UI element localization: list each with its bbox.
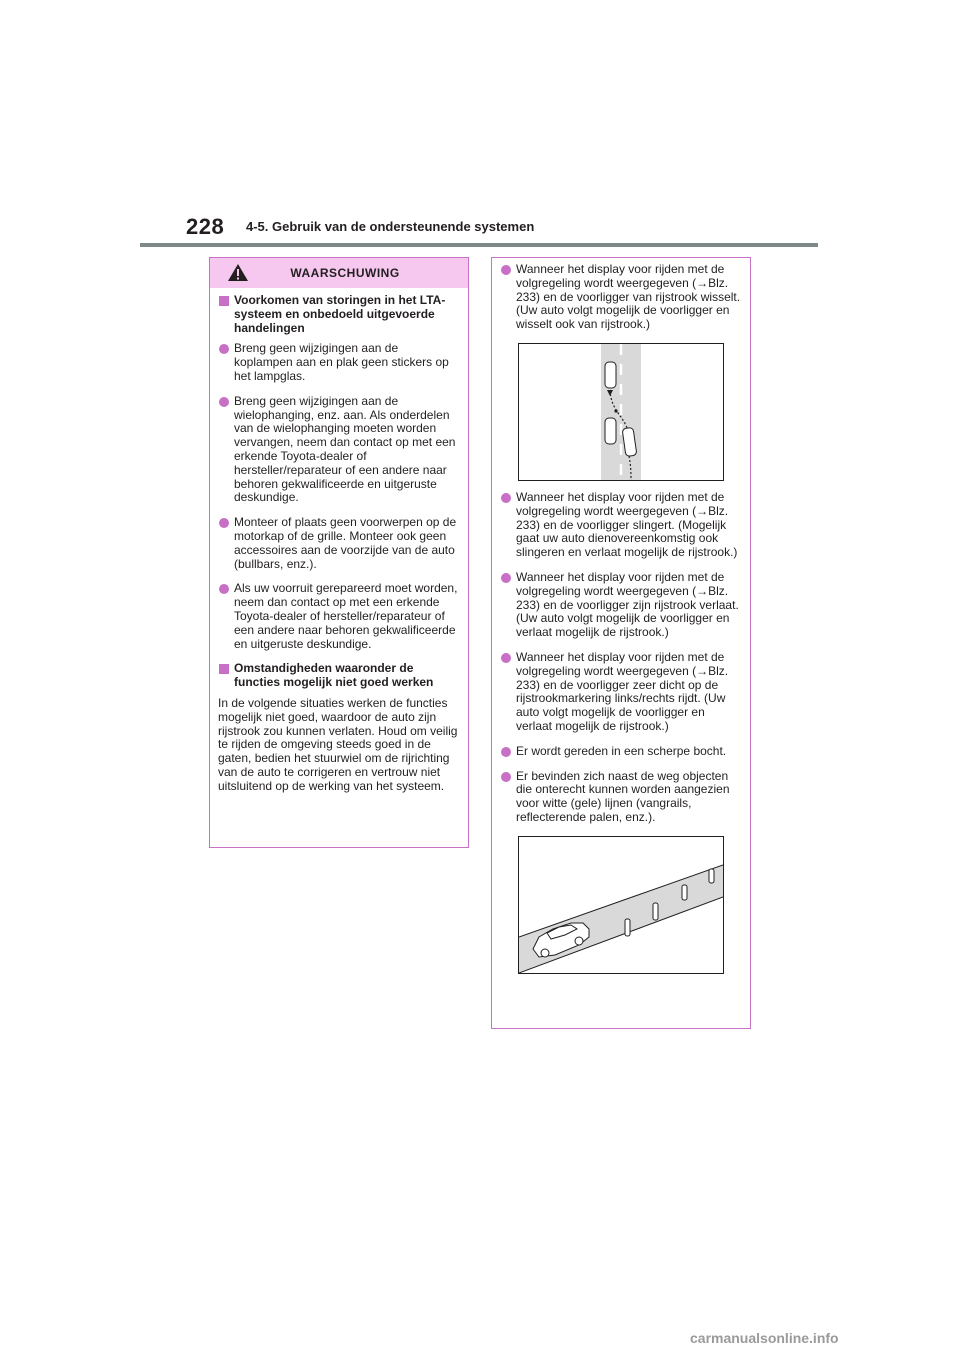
warning-paragraph: In de volgende situaties werken de functies mogelijk niet goed, waardoor de auto zijn rijstrook zou kunnen verlaten. Houd om veilig te rijden de omgeving steeds goed in de gaten, bedien het stuurwiel om de rijrichting van de auto te corrigeren en vertrouw niet uitsluitend op de werking van het systeem. bbox=[218, 695, 458, 793]
square-bullet-icon bbox=[219, 296, 229, 306]
list-item: Breng geen wijzigingen aan de koplampen aan en plak geen stickers op het lampglas. bbox=[218, 342, 460, 383]
bullet-icon bbox=[501, 772, 511, 782]
warning-triangle-icon bbox=[227, 263, 249, 282]
bullet-icon bbox=[501, 653, 511, 663]
bullet-icon bbox=[219, 344, 229, 354]
list-item: Wanneer het display voor rijden met de volgregeling wordt weergegeven (→Blz. 233) en de voorligger zeer dicht op de rijstrookmarkering links/rechts rijdt. (Uw auto volgt mogelijk de voorligger en verlaat mogelijk de rijstrook.) bbox=[500, 651, 742, 734]
bullet-icon bbox=[501, 573, 511, 583]
bullet-icon bbox=[501, 493, 511, 503]
list-item: Breng geen wijzigingen aan de wielophanging, enz. aan. Als onderdelen van de wielophanging moeten worden vervangen, neem dan contact op met een erkende Toyota-dealer of hersteller/reparateur of een andere naar behoren gekwalificeerde en uitgeruste deskundige. bbox=[218, 395, 460, 505]
list-item: Er bevinden zich naast de weg objecten die onterecht kunnen worden aangezien voor witte (gele) lijnen (vangrails, reflecterende palen, enz.). bbox=[500, 770, 742, 825]
bullet-icon bbox=[219, 518, 229, 528]
list-item: Wanneer het display voor rijden met de volgregeling wordt weergegeven (→Blz. 233) en de voorligger van rijstrook wisselt. (Uw auto volgt mogelijk de voorligger en wisselt ook van rijstrook.) bbox=[500, 263, 742, 332]
list-item: Als uw voorruit gerepareerd moet worden, neem dan contact op met een erkende Toyota-dealer of hersteller/reparateur of een andere naar behoren gekwalificeerde en uitgeruste deskundige. bbox=[218, 582, 460, 651]
header-rule bbox=[140, 243, 818, 247]
bullet-icon bbox=[219, 397, 229, 407]
lane-change-drawing bbox=[519, 344, 723, 480]
page-number: 228 bbox=[186, 214, 225, 239]
list-item: Wanneer het display voor rijden met de volgregeling wordt weergegeven (→Blz. 233) en de voorligger slingert. (Mogelijk gaat uw auto dienovereenkomstig ook slingeren en verlaat mogelijk de rijstrook.) bbox=[500, 491, 742, 560]
lane-change-illustration bbox=[518, 343, 724, 481]
list-item: Wanneer het display voor rijden met de volgregeling wordt weergegeven (→Blz. 233) en de voorligger zijn rijstrook verlaat. (Uw auto volgt mogelijk de voorligger en verlaat mogelijk de rijstrook.) bbox=[500, 571, 742, 640]
bullet-icon bbox=[501, 747, 511, 757]
list-item: Er wordt gereden in een scherpe bocht. bbox=[500, 745, 742, 759]
warning-heading: Voorkomen van storingen in het LTA-systeem en onbedoeld uitgevoerde handelingen bbox=[218, 294, 460, 335]
roadside-objects-illustration bbox=[518, 836, 724, 974]
warning-header bbox=[210, 258, 468, 288]
bullet-icon bbox=[219, 584, 229, 594]
conditions-box bbox=[491, 257, 751, 1029]
warning-box bbox=[209, 257, 469, 848]
warning-heading: Omstandigheden waaronder de functies mogelijk niet goed werken bbox=[218, 662, 460, 690]
list-item: Monteer of plaats geen voorwerpen op de motorkap of de grille. Monteer ook geen accessoires aan de voorzijde van de auto (bullbars, enz.). bbox=[218, 516, 460, 571]
watermark: carmanualsonline.info bbox=[690, 1330, 839, 1346]
bullet-icon bbox=[501, 265, 511, 275]
roadside-drawing bbox=[519, 837, 723, 973]
square-bullet-icon bbox=[219, 664, 229, 674]
section-title: 4-5. Gebruik van de ondersteunende systemen bbox=[246, 219, 535, 234]
warning-title: WAARSCHUWING bbox=[290, 266, 400, 280]
